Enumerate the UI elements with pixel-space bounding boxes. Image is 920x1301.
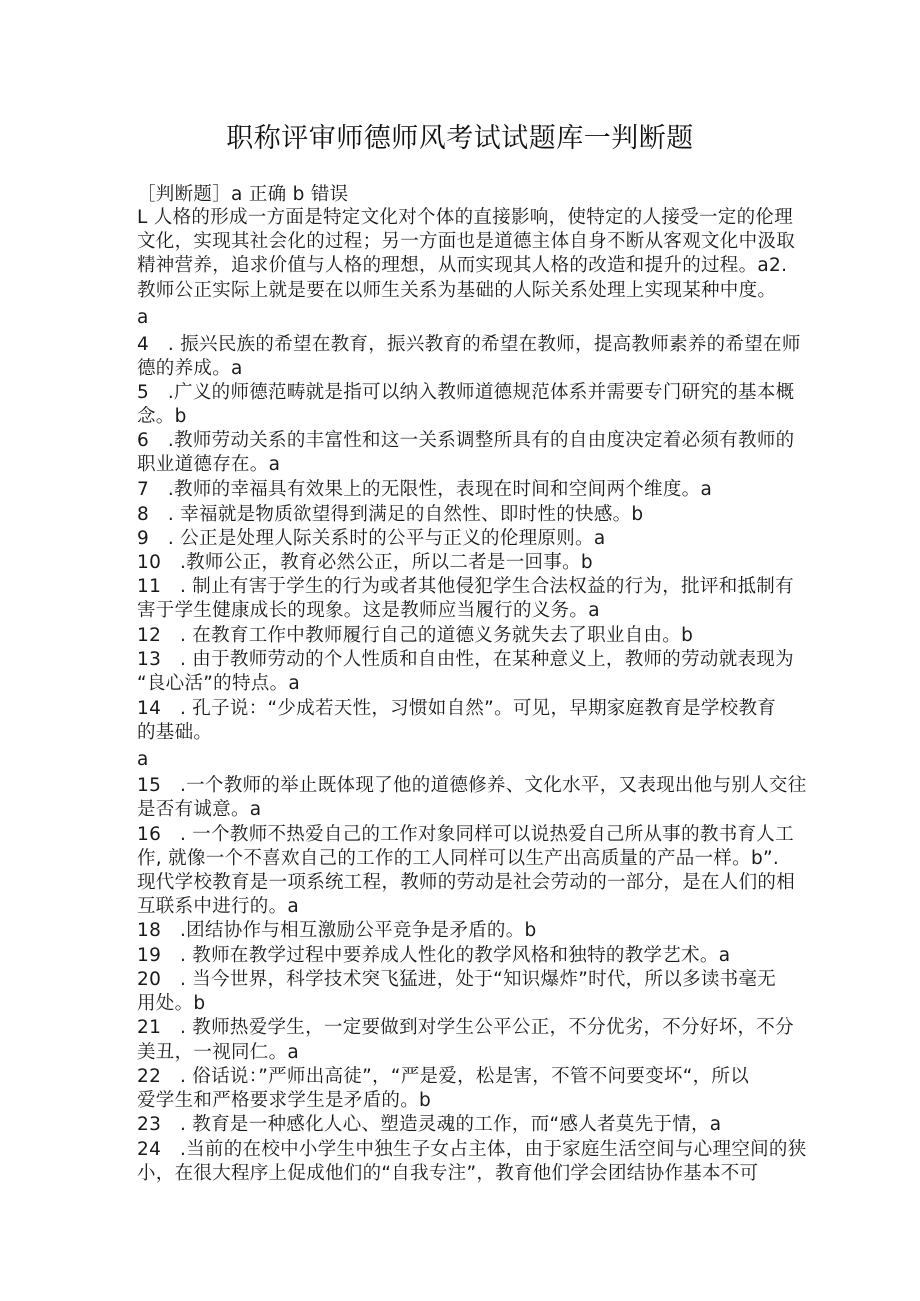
text-line: 11 . 制止有害于学生的行为或者其他侵犯学生合法权益的行为，批评和抵制有: [137, 576, 794, 597]
text-line: 21 . 教师热爱学生，一定要做到对学生公平公正，不分优劣，不分好坏，不分: [137, 1017, 794, 1038]
text-line: 互联系中进行的。a: [137, 896, 300, 917]
text-line: a: [137, 307, 149, 328]
text-line: “良心活”的特点。a: [137, 673, 301, 694]
text-line: 现代学校教育是一项系统工程，教师的劳动是社会劳动的一部分，是在人们的相: [137, 872, 796, 893]
text-line: 教师公正实际上就是要在以师生关系为基础的人际关系处理上实现某种中度。: [137, 280, 777, 301]
text-line: a: [137, 749, 149, 770]
text-line: 20 . 当今世界，科学技术突飞猛进，处于“知识爆炸”时代，所以多读书毫无: [137, 969, 777, 990]
text-line: 文化，实现其社会化的过程；另一方面也是道德主体自身不断从客观文化中汲取: [137, 231, 796, 252]
text-line: 念。b: [137, 406, 187, 427]
text-line: 爱学生和严格要求学生是矛盾的。b: [137, 1090, 432, 1111]
text-line: L 人格的形成一方面是特定文化对个体的直接影响，使特定的人接受一定的伦理: [137, 207, 793, 228]
document-title: 职称评审师德师风考试试题库一判断题: [226, 123, 694, 154]
text-line: 6 .教师劳动关系的丰富性和这一关系调整所具有的自由度决定着必须有教师的: [137, 430, 795, 451]
text-line: 职业道德存在。a: [137, 454, 281, 475]
text-line: 19 . 教师在教学过程中要养成人性化的教学风格和独特的教学艺术。a: [137, 945, 731, 966]
text-line: 用处。b: [137, 993, 206, 1014]
text-line: 15 .一个教师的举止既体现了他的道德修养、文化水平，又表现出他与别人交往: [137, 775, 807, 796]
text-line: 9 . 公正是处理人际关系时的公平与正义的伦理原则。a: [137, 528, 606, 549]
text-line: 德的养成。a: [137, 358, 243, 379]
text-line: 作, 就像一个不喜欢自己的工作的工人同样可以生产出高质量的产品一样。b”.: [137, 848, 780, 869]
text-line: 13 . 由于教师劳动的个人性质和自由性，在某种意义上，教师的劳动就表现为: [137, 649, 794, 670]
text-line: 美丑，一视同仁。a: [137, 1042, 300, 1063]
text-line: 8 . 幸福就是物质欲望得到满足的自然性、即时性的快感。b: [137, 504, 644, 525]
text-line: 10 .教师公正，教育必然公正，所以二者是一回事。b: [137, 552, 593, 573]
text-line: 23 . 教育是一种感化人心、塑造灵魂的工作，而“感人者莫先于情，a: [137, 1114, 722, 1135]
text-line: 24 .当前的在校中小学生中独生子女占主体，由于家庭生活空间与心理空间的狭: [137, 1139, 807, 1160]
text-line: 的基础。: [137, 722, 213, 743]
text-line: 12 . 在教育工作中教师履行自己的道德义务就失去了职业自由。b: [137, 625, 694, 646]
text-line: 18 .团结协作与相互激励公平竞争是矛盾的。b: [137, 920, 537, 941]
text-line: 5 .广义的师德范畴就是指可以纳入教师道德规范体系并需要专门研究的基本概: [137, 382, 795, 403]
question-type-header: ［判断题］a 正确 b 错误: [137, 184, 349, 205]
text-line: 4 . 振兴民族的希望在教育，振兴教育的希望在教师，提高教师素养的希望在师: [137, 334, 801, 355]
text-line: 是否有诚意。a: [137, 799, 262, 820]
text-line: 害于学生健康成长的现象。这是教师应当履行的义务。a: [137, 600, 600, 621]
text-line: 精神营养，追求价值与人格的理想，从而实现其人格的改造和提升的过程。a2.: [137, 255, 788, 276]
text-line: 22 . 俗话说：”严师出高徒”，“严是爱，松是害，不管不问要变坏“，所以: [137, 1066, 749, 1087]
text-line: 14 . 孔子说：“少成若天性，习惯如自然”。可见，早期家庭教育是学校教育: [137, 698, 777, 719]
text-line: 小，在很大程序上促成他们的“自我专注”，教育他们学会团结协作基本不可: [137, 1163, 759, 1184]
text-line: 16 . 一个教师不热爱自己的工作对象同样可以说热爱自己所从事的教书育人工: [137, 824, 794, 845]
text-line: 7 .教师的幸福具有效果上的无限性，表现在时间和空间两个维度。a: [137, 479, 713, 500]
